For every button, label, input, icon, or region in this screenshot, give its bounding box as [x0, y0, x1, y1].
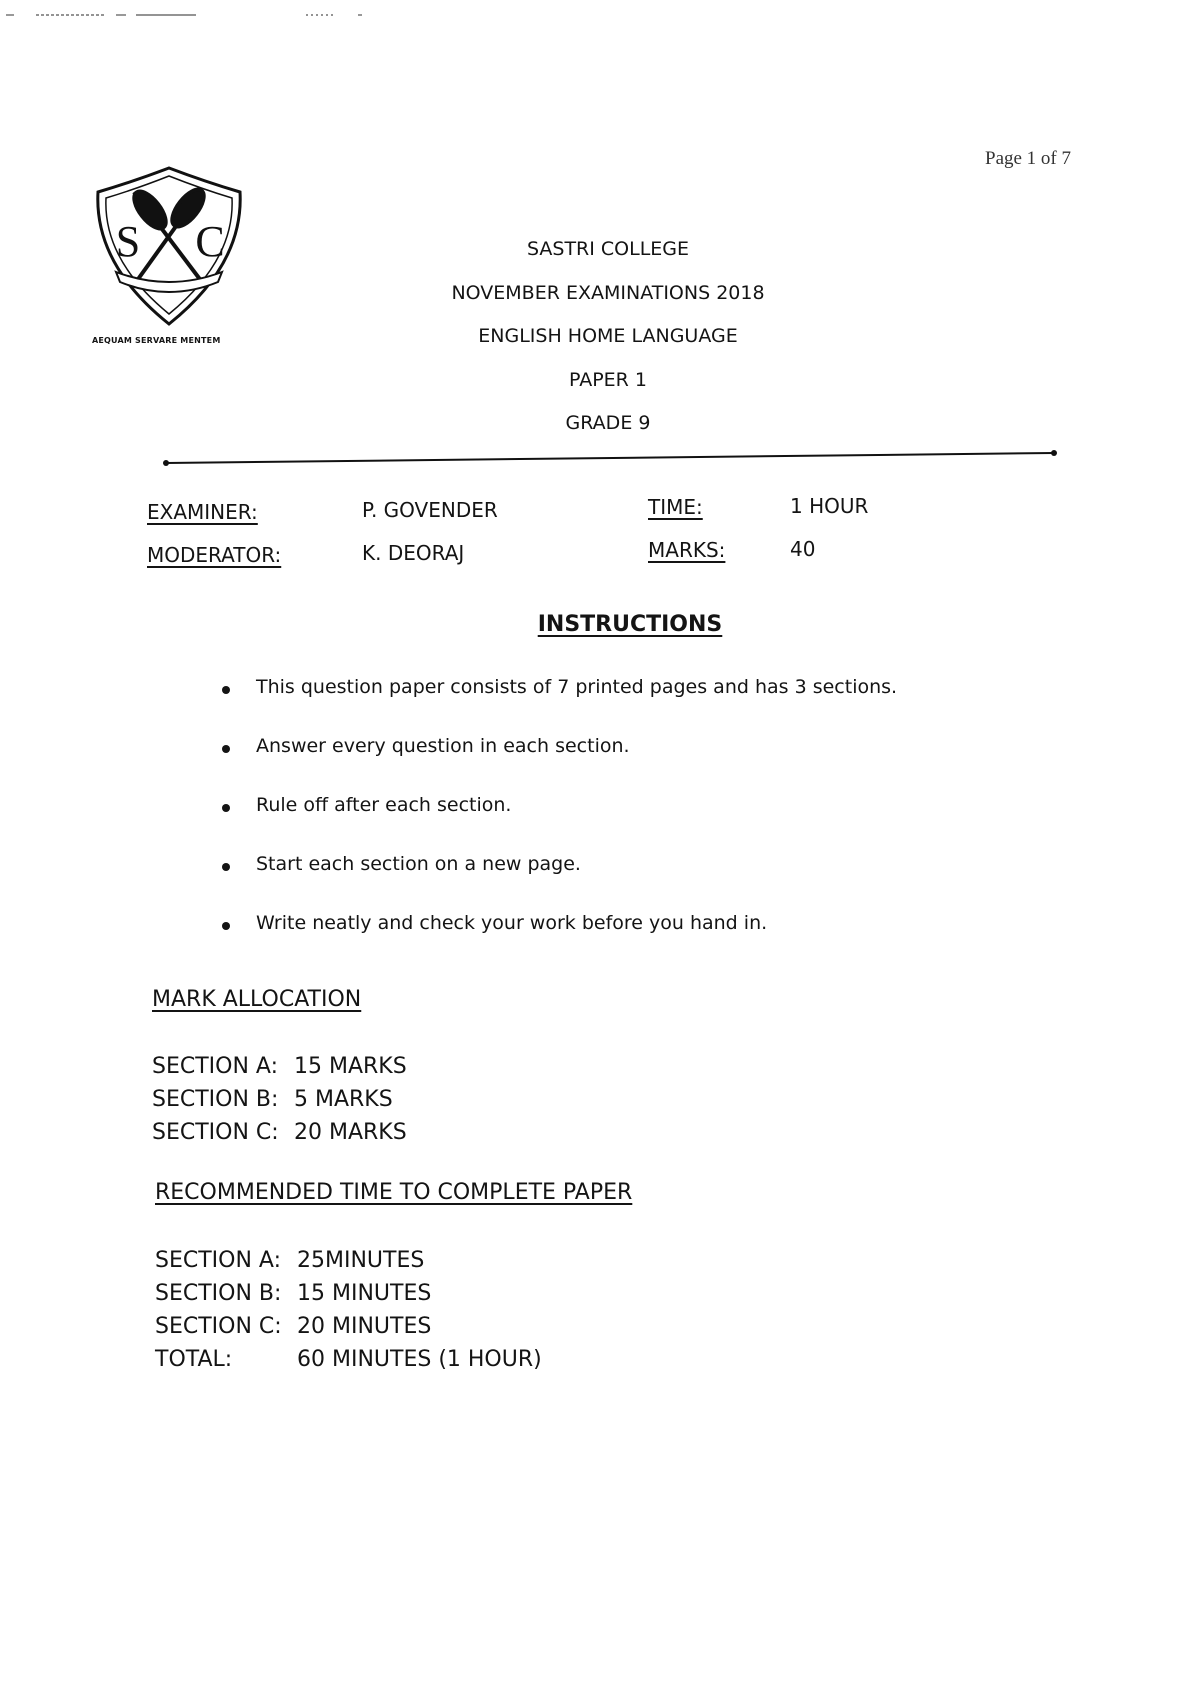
time-row [155, 1343, 542, 1376]
instruction-item: Start each section on a new page. [220, 853, 1040, 912]
time-row [155, 1244, 542, 1277]
moderator-value: K. DEORAJ [362, 541, 465, 565]
mark-row-value: 20 MARKS [294, 1120, 407, 1145]
crest-initial-left: S [115, 217, 141, 266]
header-divider [160, 448, 1060, 468]
crest-initial-right: C [195, 217, 225, 266]
time-row-label: SECTION C: [155, 1314, 282, 1339]
school-name: SASTRI COLLEGE [526, 238, 690, 260]
time-row-label: SECTION B: [155, 1281, 282, 1306]
time-row-value: 20 MINUTES [297, 1314, 432, 1339]
mark-row-label: SECTION C: [152, 1120, 279, 1145]
page-number: Page 1 of 7 [985, 148, 1072, 169]
mark-row-value: 5 MARKS [294, 1087, 393, 1112]
time-label: TIME: [648, 495, 703, 519]
scan-artifact [6, 12, 386, 18]
time-row-value: 60 MINUTES (1 HOUR) [297, 1347, 542, 1372]
mark-row-value: 15 MARKS [294, 1054, 407, 1079]
time-row-label: SECTION A: [155, 1248, 281, 1273]
recommended-time-title: RECOMMENDED TIME TO COMPLETE PAPER [155, 1180, 633, 1205]
marks-label: MARKS: [648, 538, 726, 562]
instructions-list [220, 676, 1040, 971]
recommended-time-list [155, 1244, 542, 1376]
mark-row-label: SECTION A: [152, 1054, 278, 1079]
examiner-value: P. GOVENDER [362, 498, 498, 522]
school-crest-logo [92, 164, 246, 328]
time-value: 1 HOUR [790, 494, 869, 518]
marks-value: 40 [790, 537, 816, 561]
time-row-label: TOTAL: [155, 1347, 233, 1372]
exam-title: NOVEMBER EXAMINATIONS 2018 [451, 281, 765, 304]
mark-allocation-list [152, 1050, 407, 1149]
time-row [155, 1310, 542, 1343]
subject-title: ENGLISH HOME LANGUAGE [478, 325, 738, 347]
instructions-title: INSTRUCTIONS [537, 612, 723, 637]
school-motto: AEQUAM SERVARE MENTEM [92, 336, 221, 345]
time-row-value: 25MINUTES [297, 1248, 425, 1273]
grade-label: GRADE 9 [565, 412, 651, 434]
mark-row [152, 1083, 407, 1116]
instruction-item: Rule off after each section. [220, 794, 1040, 853]
time-row-value: 15 MINUTES [297, 1281, 432, 1306]
paper-number: PAPER 1 [568, 368, 648, 391]
time-row [155, 1277, 542, 1310]
mark-row-label: SECTION B: [152, 1087, 279, 1112]
moderator-label: MODERATOR: [147, 543, 282, 567]
examiner-label: EXAMINER: [147, 500, 258, 524]
mark-row [152, 1116, 407, 1149]
mark-allocation-title: MARK ALLOCATION [152, 987, 362, 1012]
instruction-item: Write neatly and check your work before you hand in. [220, 912, 1040, 971]
instruction-item: Answer every question in each section. [220, 735, 1040, 794]
mark-row [152, 1050, 407, 1083]
instruction-item: This question paper consists of 7 printed pages and has 3 sections. [220, 676, 1040, 735]
exam-header [388, 228, 828, 446]
